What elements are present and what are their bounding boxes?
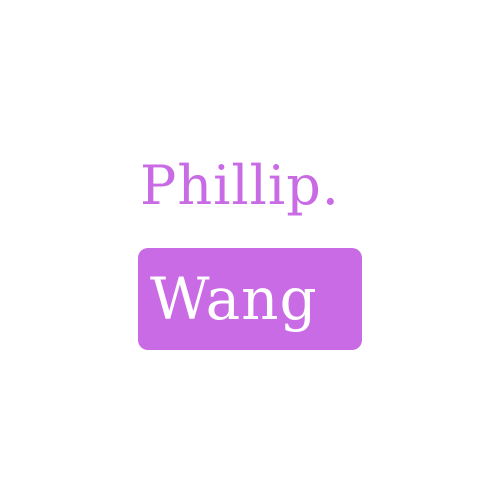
last-name-badge	[138, 248, 362, 350]
first-name-text: Phillip.	[140, 154, 340, 217]
last-name-text: Wang	[150, 265, 318, 333]
